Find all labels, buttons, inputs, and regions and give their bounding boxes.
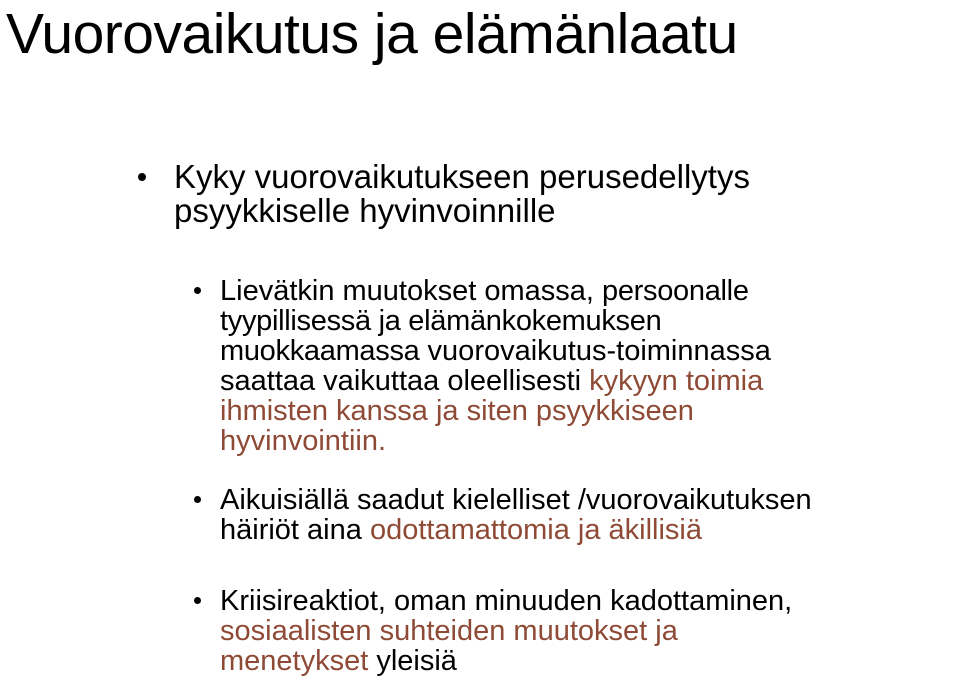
bullet-item-1 (174, 160, 750, 228)
bullet-4-line-2: sosiaalisten suhteiden muutokset ja (220, 615, 678, 647)
bullet-2-emphasis: persoonalle (602, 275, 749, 307)
bullet-2-line-6: hyvinvointiin. (220, 425, 387, 457)
bullet-item-3 (220, 485, 812, 545)
bullet-2-line-2: tyypillisessä ja elämänkokemuksen (220, 305, 662, 337)
bullet-2-emphasis: muokkaamassa (220, 335, 420, 367)
bullet-3-line-2 (220, 515, 812, 545)
bullet-2-line-4 (220, 366, 771, 396)
bullet-4-text: yleisiä (368, 645, 457, 677)
bullet-item-2 (220, 276, 771, 456)
bullet-2-line-3 (220, 336, 771, 366)
round-bullet-icon (194, 496, 201, 503)
bullet-1-line-1: Kyky vuorovaikutukseen perusedellytys (174, 158, 750, 195)
round-bullet-icon (194, 597, 201, 604)
bullet-4-line-3 (220, 646, 792, 676)
bullet-3-accent-text: odottamattomia ja äkillisiä (369, 514, 702, 546)
bullet-3-line-1: Aikuisiällä saadut kielelliset /vuorovaikutuksen (220, 484, 812, 516)
bullet-3-text: häiriöt aina (220, 514, 370, 546)
bullet-2-line-1 (220, 276, 771, 306)
round-bullet-icon (138, 173, 146, 181)
bullet-2-line-5: ihmisten kanssa ja siten psyykkiseen (220, 395, 694, 427)
bullet-1-line-2: psyykkiselle hyvinvoinnille (174, 192, 556, 229)
bullet-item-4 (220, 586, 792, 676)
bullet-2-text: saattaa vaikuttaa oleellisesti (220, 365, 590, 397)
bullet-4-line-1: Kriisireaktiot, oman minuuden kadottaminen, (220, 585, 793, 617)
bullet-4-accent-text: menetykset (220, 645, 369, 677)
round-bullet-icon (194, 287, 201, 294)
bullet-2-accent-text: kykyyn toimia (589, 365, 764, 397)
page-title: Vuorovaikutus ja elämänlaatu (6, 2, 738, 66)
bullet-2-text: vuorovaikutus-toiminnassa (419, 335, 771, 367)
bullet-2-text: Lievätkin muutokset omassa, (220, 275, 603, 307)
